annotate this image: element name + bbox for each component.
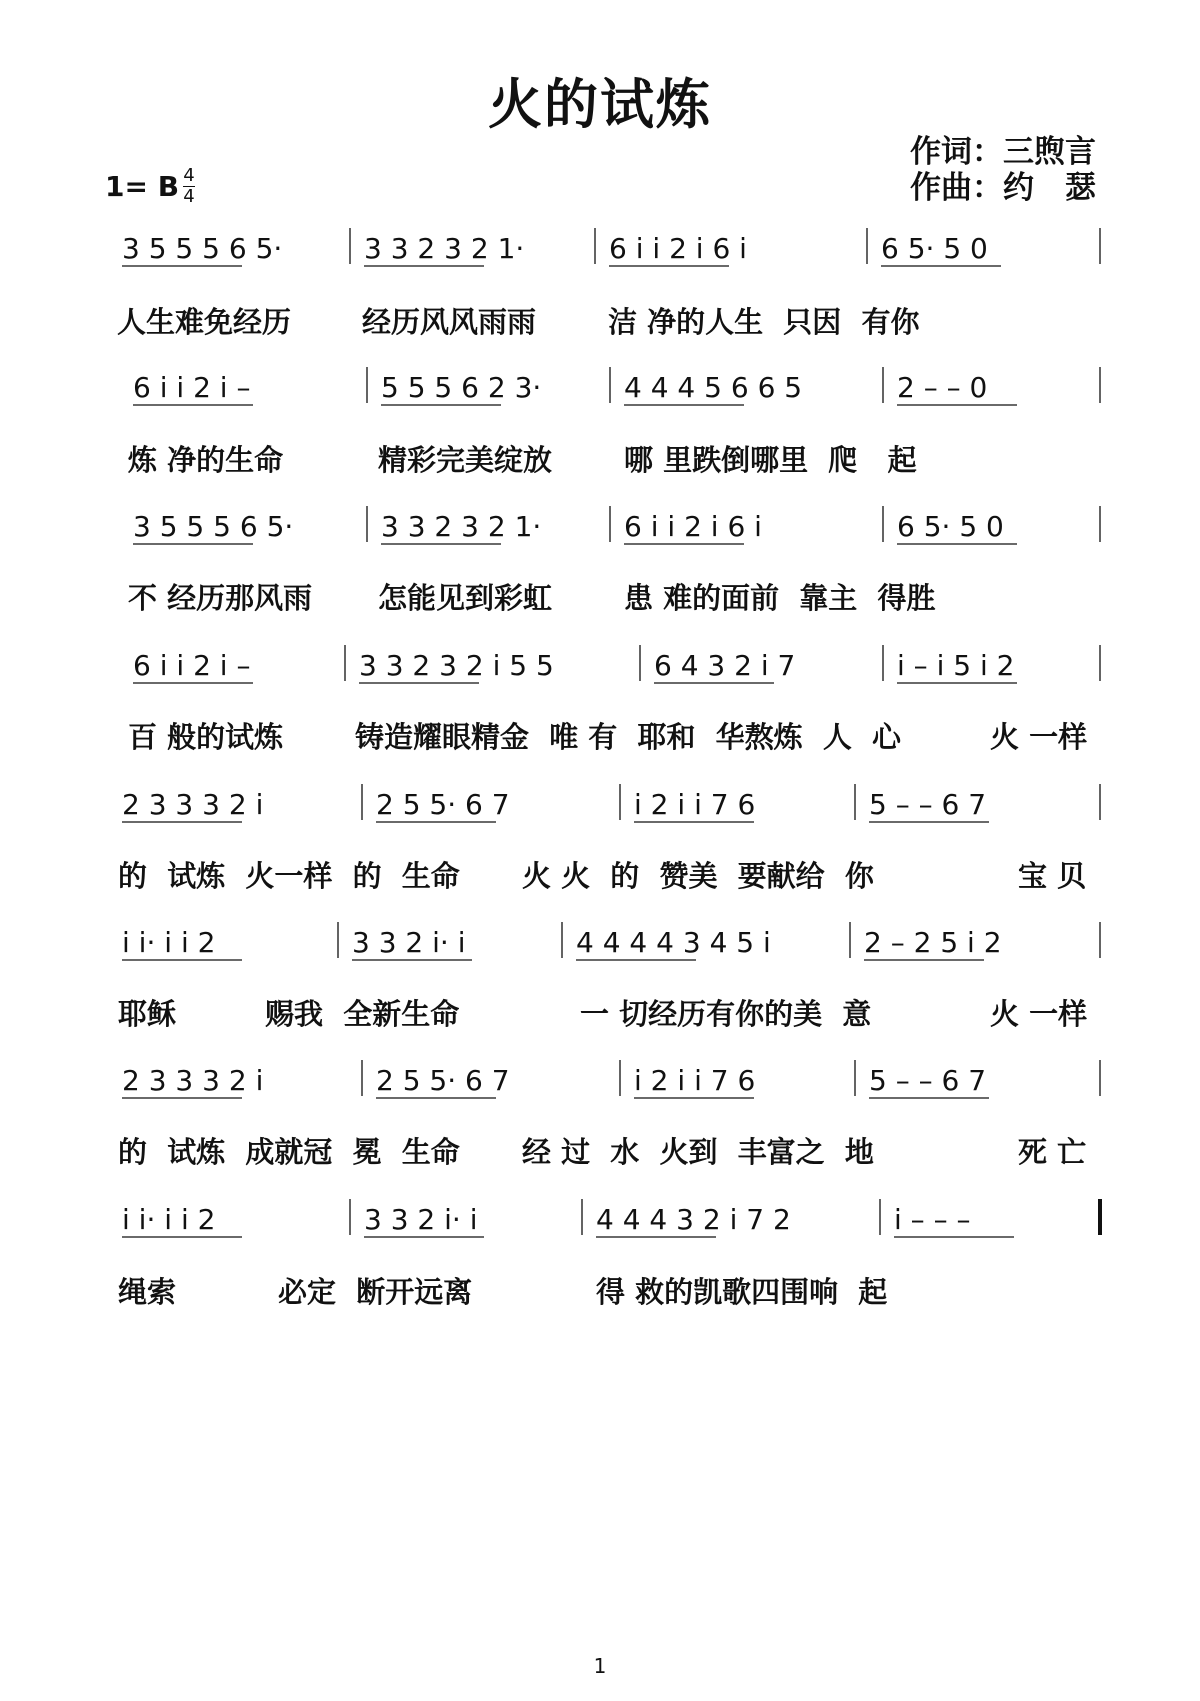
measure-notes: i i· i i 2 xyxy=(122,1203,216,1236)
lyric-segment: 火 一样 xyxy=(990,997,1088,1031)
time-signature-bottom: 4 xyxy=(183,186,195,207)
lyric-segment: 的 试炼 成就冠 冕 生命 xyxy=(118,1135,460,1169)
measure-notes: 4 4 4 5 6 6 5 xyxy=(624,371,803,404)
measure-notes: i 2 i i 7 6 xyxy=(634,1064,756,1097)
measure-notes: 2 3 3 3 2 i xyxy=(122,1064,264,1097)
measure-notes: 3 5 5 5 6 5· xyxy=(133,510,294,543)
measure-notes: 4 4 4 3 2 i 7 2 xyxy=(596,1203,791,1236)
composer-credit: 作曲：约 瑟 xyxy=(910,170,1096,206)
lyric-segment: 炼 净的生命 xyxy=(128,443,284,477)
notation-line xyxy=(122,228,1100,266)
measure-notes: 3 3 2 3 2 1· xyxy=(381,510,542,543)
lyric-segment: 患 难的面前 靠主 得胜 xyxy=(624,581,936,615)
lyric-segment: 不 经历那风雨 xyxy=(128,581,313,615)
lyric-segment: 耶稣 xyxy=(118,997,177,1031)
lyric-segment: 怎能见到彩虹 xyxy=(378,581,553,615)
notation-line xyxy=(122,1199,1100,1237)
notation-line xyxy=(133,506,1100,544)
lyric-segment: 精彩完美绽放 xyxy=(378,443,553,477)
lyric-segment: 必定 断开远离 xyxy=(278,1275,473,1309)
lyric-segment: 的 试炼 火一样 的 生命 xyxy=(118,859,460,893)
measure-notes: 5 – – 6 7 xyxy=(869,1064,987,1097)
lyric-segment: 赐我 全新生命 xyxy=(265,997,460,1031)
notation-line xyxy=(122,922,1100,960)
lyricist-credit: 作词：三煦言 xyxy=(910,134,1096,170)
lyric-segment: 洁 净的人生 只因 有你 xyxy=(608,305,920,339)
measure-notes: i i· i i 2 xyxy=(122,926,216,959)
page-number: 1 xyxy=(593,1654,607,1678)
notation-line xyxy=(133,645,1100,683)
notation-line xyxy=(122,1060,1100,1098)
measure-notes: 6 5· 5 0 xyxy=(897,510,1004,543)
lyric-segment: 宝 贝 xyxy=(1018,859,1087,893)
measure-notes: 5 5 5 6 2 3· xyxy=(381,371,542,404)
lyric-segment: 人生难免经历 xyxy=(117,305,292,339)
lyric-segment: 经历风风雨雨 xyxy=(362,305,537,339)
measure-notes: 2 3 3 3 2 i xyxy=(122,788,264,821)
measure-notes: 3 3 2 i· i xyxy=(352,926,466,959)
measure-notes: i – – – xyxy=(894,1203,971,1236)
measure-notes: 6 i i 2 i – xyxy=(133,649,251,682)
lyric-segment: 火 一样 xyxy=(990,720,1088,754)
song-title: 火的试炼 xyxy=(488,73,712,136)
measure-notes: 3 3 2 3 2 1· xyxy=(364,232,525,265)
measure-notes: 4 4 4 4 3 4 5 i xyxy=(576,926,771,959)
measure-notes: 2 – 2 5 i 2 xyxy=(864,926,1002,959)
notation-line xyxy=(133,367,1100,405)
lyric-segment: 哪 里跌倒哪里 爬 起 xyxy=(624,443,917,477)
lyric-segment: 得 救的凯歌四围响 起 xyxy=(596,1275,888,1309)
measure-notes: 6 4 3 2 i 7 xyxy=(654,649,796,682)
measure-notes: 6 i i 2 i 6 i xyxy=(624,510,762,543)
measure-notes: 3 3 2 3 2 i 5 5 xyxy=(359,649,554,682)
notation-line xyxy=(122,784,1100,822)
lyric-segment: 百 般的试炼 xyxy=(128,720,284,754)
measure-notes: i 2 i i 7 6 xyxy=(634,788,756,821)
measure-notes: 3 3 2 i· i xyxy=(364,1203,478,1236)
measure-notes: 6 i i 2 i 6 i xyxy=(609,232,747,265)
lyric-segment: 绳索 xyxy=(118,1275,177,1309)
lyric-segment: 死 亡 xyxy=(1018,1135,1087,1169)
measure-notes: 2 5 5· 6 7 xyxy=(376,788,510,821)
measure-notes: 6 5· 5 0 xyxy=(881,232,988,265)
measure-notes: 2 – – 0 xyxy=(897,371,988,404)
time-signature-top: 4 xyxy=(183,165,195,186)
measure-notes: 3 5 5 5 6 5· xyxy=(122,232,283,265)
lyric-segment: 经 过 水 火到 丰富之 地 xyxy=(522,1135,874,1169)
measure-notes: i – i 5 i 2 xyxy=(897,649,1015,682)
lyric-segment: 一 切经历有你的美 意 xyxy=(580,997,872,1031)
measure-notes: 5 – – 6 7 xyxy=(869,788,987,821)
measure-notes: 6 i i 2 i – xyxy=(133,371,251,404)
lyric-segment: 铸造耀眼精金 唯 有 耶和 华熬炼 人 心 xyxy=(355,720,902,754)
measure-notes: 2 5 5· 6 7 xyxy=(376,1064,510,1097)
lyric-segment: 火 火 的 赞美 要献给 你 xyxy=(522,859,874,893)
key-signature: 1= B xyxy=(105,170,180,203)
